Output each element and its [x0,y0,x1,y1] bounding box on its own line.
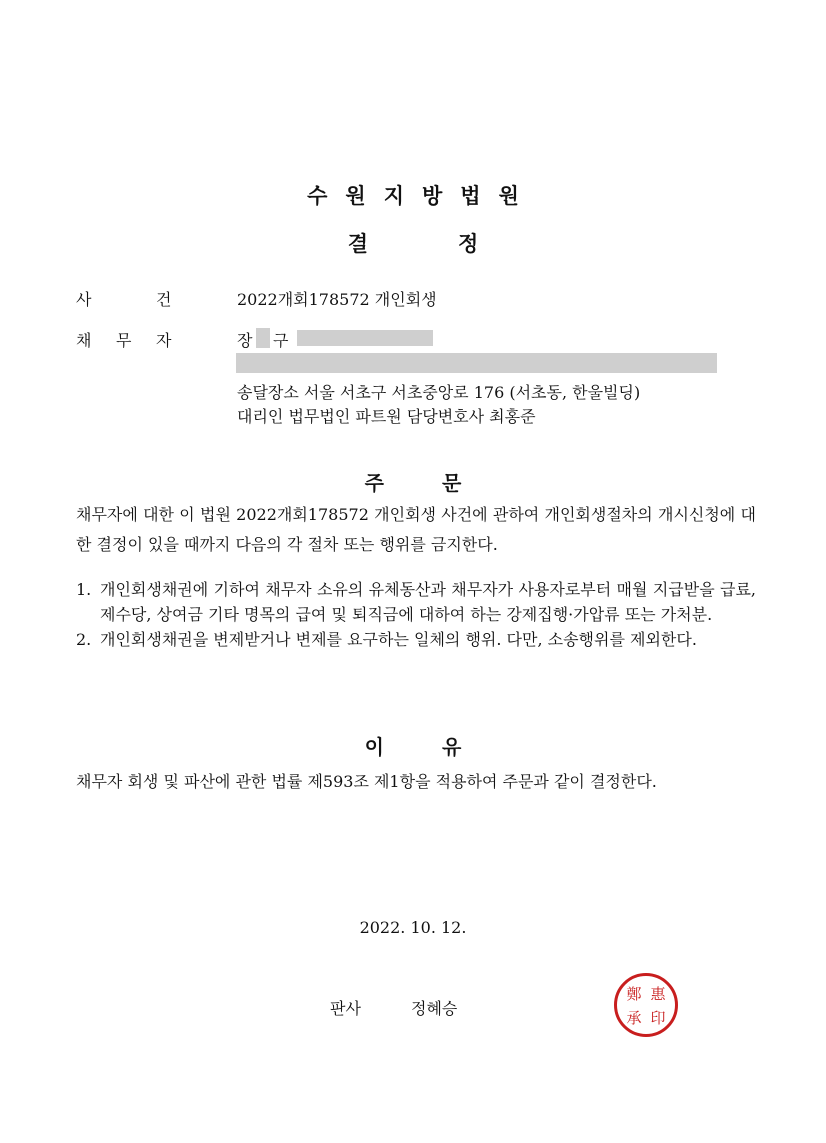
order-intro: 채무자에 대한 이 법원 2022개회178572 개인회생 사건에 관하여 개인회생절차의 개시신청에 대한 결정이 있을 때까지 다음의 각 절차 또는 행위를 금지한다. [76,505,756,554]
doc-type-right: 정 [458,232,479,256]
document-type [0,228,826,258]
order-list [76,577,756,652]
decision-date: 2022. 10. 12. [359,918,467,937]
debtor-name-last: 구 [273,331,289,350]
list-item [76,627,756,652]
service-address: 송달장소 서울 서초구 서초중앙로 176 (서초동, 한울빌딩) [237,383,641,402]
redaction-address [236,353,717,373]
redaction-name [256,328,270,348]
judge-title: 판사 [330,999,361,1018]
list-item-number: 1. [76,580,92,599]
debtor-name: 장 [237,331,253,350]
court-name: 수원지방법원 [307,184,537,208]
list-item-text: 개인회생채권을 변제받거나 변제를 요구하는 일체의 행위. 다만, 소송행위를 제외한다. [100,630,697,649]
case-label: 사 건 [76,290,172,309]
debtor-label: 채 무 자 [76,331,172,350]
list-item-number: 2. [76,630,92,649]
list-item [76,577,756,627]
order-heading: 주 문 [364,471,462,495]
reason-heading: 이 유 [364,735,462,759]
case-value: 2022개회178572 개인회생 [237,290,437,309]
judge-seal-icon: 鄭 惠 承 印 [614,973,678,1037]
judge-name: 정혜승 [411,999,458,1018]
redaction-id [297,330,433,346]
reason-text: 채무자 회생 및 파산에 관한 법률 제593조 제1항을 적용하여 주문과 같이 결정한다. [76,772,657,791]
legal-agent: 대리인 법무법인 파트원 담당변호사 최홍준 [237,407,536,426]
doc-type-left: 결 [347,232,368,256]
list-item-text: 개인회생채권에 기하여 채무자 소유의 유체동산과 채무자가 사용자로부터 매월 지급받을 급료, 제수당, 상여금 기타 명목의 급여 및 퇴직금에 대하여 하는 강제집행·가압류 또는 가처분. [100,580,756,624]
